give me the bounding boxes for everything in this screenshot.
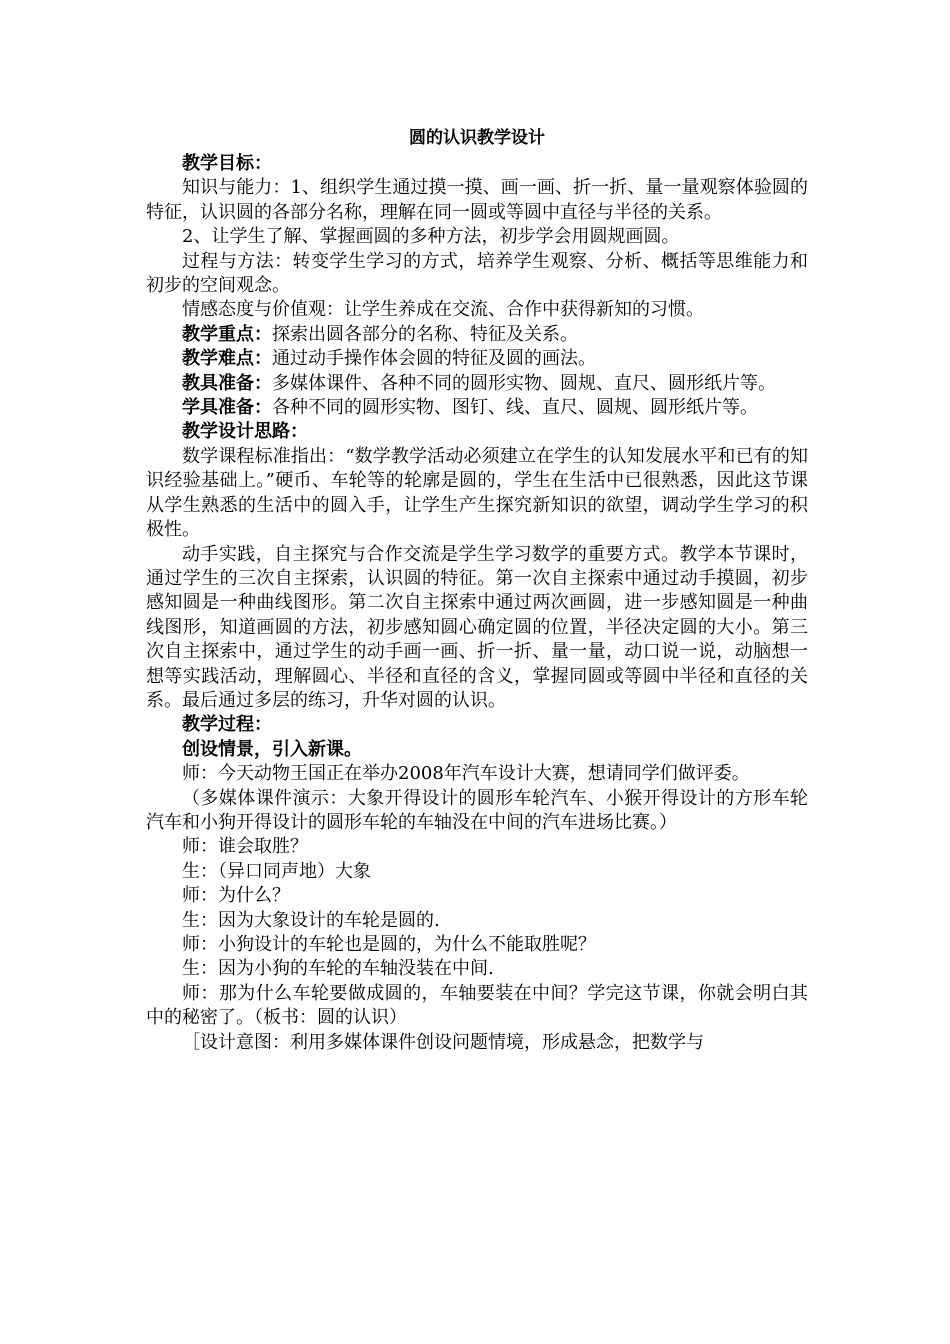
paragraph-text: 2、让学生了解、掌握画圆的多种方法，初步学会用圆规画圆。 bbox=[182, 226, 680, 248]
paragraph-process-method bbox=[146, 250, 808, 299]
paragraph-emotion-values bbox=[146, 298, 808, 322]
document-title: 圆的认识教学设计 bbox=[409, 128, 545, 148]
paragraph-key-points bbox=[146, 323, 808, 347]
paragraph-objectives-heading bbox=[146, 152, 808, 176]
paragraph-text: 师：今天动物王国正在举办2008年汽车设计大赛，想请同学们做评委。 bbox=[182, 763, 750, 785]
paragraph-dialogue bbox=[146, 860, 808, 884]
paragraph-dialogue bbox=[146, 982, 808, 1031]
paragraph-text: 师：那为什么车轮要做成圆的，车轴要装在中间？学完这节课，你就会明白其中的秘密了。（板书：圆的认识） bbox=[146, 982, 808, 1029]
paragraph-label: 教学目标： bbox=[182, 153, 272, 174]
paragraph-curriculum-standard bbox=[146, 445, 808, 543]
paragraph-text: 生：（异口同声地）大象 bbox=[182, 860, 371, 882]
paragraph-text: （多媒体课件演示：大象开得设计的圆形车轮汽车、小猴开得设计的方形车轮汽车和小狗开得设计的圆形车轮的车轴没在中间的汽车进场比赛。） bbox=[146, 787, 808, 833]
paragraph-text: 生：因为大象设计的车轮是圆的. bbox=[182, 909, 440, 931]
paragraph-text: 探索出圆各部分的名称、特征及关系。 bbox=[272, 323, 578, 345]
paragraph-label: 教学设计思路： bbox=[182, 421, 308, 443]
paragraph-drawing-methods bbox=[146, 225, 808, 249]
paragraph-label: 教学过程： bbox=[182, 714, 272, 736]
paragraph-text: 师：谁会取胜？ bbox=[182, 836, 308, 858]
paragraph-dialogue bbox=[146, 884, 808, 908]
paragraph-text: 动手实践，自主探究与合作交流是学生学习数学的重要方式。教学本节课时，通过学生的三次自主探索，认识圆的特征。第一次自主探索中通过动手摸圆，初步感知圆是一种曲线图形。第二次自主探索中通过两次画圆，进一步感知圆是一种曲线图形，知道画圆的方法，初步感知圆心确定圆的位置，半径决定圆的大小。第三次自主探索中，通过学生的动手画一画、折一折、量一量，动口说一说，动脑想一想等实践活动，理解圆心、半径和直径的含义，掌握同圆或等圆中半径和直径的关系。最后通过多层的练习，升华对圆的认识。 bbox=[146, 543, 808, 711]
paragraph-dialogue bbox=[146, 835, 808, 859]
paragraph-text: 情感态度与价值观：让学生养成在交流、合作中获得新知的习惯。 bbox=[182, 299, 704, 321]
paragraph-dialogue bbox=[146, 933, 808, 957]
paragraph-text: 知识与能力：1、组织学生通过摸一摸、画一画、折一折、量一量观察体验圆的特征，认识圆的各部分名称，理解在同一圆或等圆中直径与半径的关系。 bbox=[146, 177, 808, 223]
paragraph-text: 多媒体课件、各种不同的圆形实物、圆规、直尺、圆形纸片等。 bbox=[272, 372, 776, 394]
paragraph-text: 数学课程标准指出：“数学教学活动必须建立在学生的认知发展水平和已有的知识经验基础上。”硬币、车轮等的轮廓是圆的，学生在生活中已很熟悉，因此这节课从学生熟悉的生活中的圆入手，让学生产生探究新知识的欲望，调动学生学习的积极性。 bbox=[146, 445, 808, 541]
paragraph-design-intent bbox=[146, 1031, 808, 1055]
paragraph-text: 师：为什么？ bbox=[182, 885, 290, 907]
document-body bbox=[146, 124, 808, 1055]
paragraph-intro-heading bbox=[146, 738, 808, 762]
paragraph-knowledge-ability bbox=[146, 176, 808, 225]
paragraph-multimedia-demo bbox=[146, 787, 808, 836]
paragraph-text: 生：因为小狗的车轮的车轴没装在中间. bbox=[182, 958, 494, 980]
paragraph-label: 创设情景，引入新课。 bbox=[182, 738, 362, 760]
paragraph-dialogue bbox=[146, 909, 808, 933]
paragraph-label: 教学重点： bbox=[182, 323, 272, 345]
paragraph-hands-on-practice bbox=[146, 543, 808, 714]
paragraph-text: 师：小狗设计的车轮也是圆的，为什么不能取胜呢？ bbox=[182, 934, 596, 955]
paragraph-text: 通过动手操作体会圆的特征及圆的画法。 bbox=[272, 348, 596, 370]
paragraph-dialogue bbox=[146, 762, 808, 786]
paragraph-process-heading bbox=[146, 713, 808, 737]
paragraph-label: 教具准备： bbox=[182, 372, 272, 394]
paragraph-text: 过程与方法：转变学生学习的方式，培养学生观察、分析、概括等思维能力和初步的空间观念。 bbox=[146, 250, 808, 297]
paragraph-text: 各种不同的圆形实物、图钉、线、直尺、圆规、圆形纸片等。 bbox=[272, 397, 758, 419]
paragraph-dialogue bbox=[146, 957, 808, 981]
paragraph-label: 学具准备： bbox=[182, 397, 272, 419]
paragraph-teaching-aids bbox=[146, 372, 808, 396]
paragraph-design-idea-heading bbox=[146, 420, 808, 444]
paragraph-learning-aids bbox=[146, 396, 808, 420]
paragraph-difficulties bbox=[146, 347, 808, 371]
paragraph-text: ［设计意图：利用多媒体课件创设问题情境，形成悬念，把数学与 bbox=[182, 1031, 704, 1053]
paragraph-label: 教学难点： bbox=[182, 348, 272, 370]
